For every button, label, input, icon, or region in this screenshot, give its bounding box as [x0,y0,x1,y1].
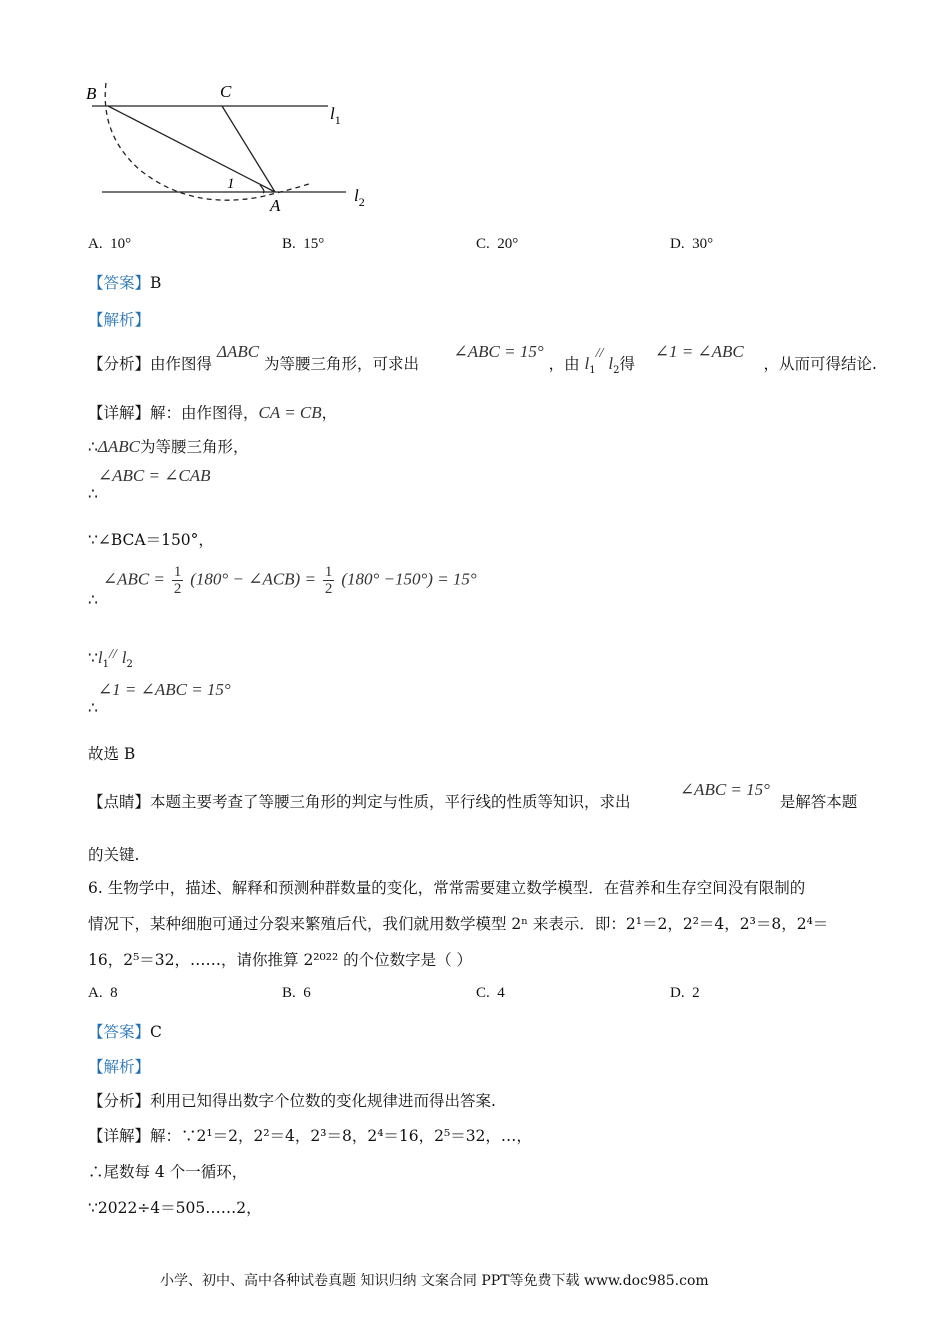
q5-dianjing-cont: 的关键. [88,846,140,864]
label-l1: $l_1$ [330,104,341,127]
q5-dianjing: 【点睛】本题主要考查了等腰三角形的判定与性质，平行线的性质等知识，求出 ∠ABC = 15° 是解答本题 [88,780,858,811]
q6-xiangjie: 【详解】解：∵2¹＝2，2²＝4，2³＝8，2⁴＝16，2⁵＝32，…， [88,1127,532,1145]
q5-answer: 【答案】B [88,274,162,292]
q5-step3: ∵∠BCA＝150°， [88,531,214,549]
arc-dashed [105,83,312,200]
math-angle-abc-15: ∠ABC = 15° [453,342,544,361]
q5-fenxi: 【分析】由作图得 ΔABC 为等腰三角形，可求出 ∠ABC = 15° ，由 $l_1//$ $l_2$得 ∠1 = ∠ABC ，从而可得结论. [88,342,877,377]
math-triangle-abc: ΔABC [216,342,260,361]
q5-analysis-tag: 【解析】 [88,311,151,329]
q6-stem-line1: 6. 生物学中，描述、解释和预测种群数量的变化，常常需要建立数学模型．在营养和生存空间没有限制的 [88,879,806,897]
q5-step6: ∴∠1 = ∠ABC = 15° [88,680,231,717]
label-l2: $l_2$ [354,186,365,209]
q5-step5: $\because l_1//$ $l_2$ [88,647,133,671]
q5-option-a: A. 10° [88,236,132,252]
q6-option-c: C. 4 [476,985,505,1001]
q6-stem-line3: 16，2⁵＝32，……，请你推算 2²⁰²² 的个位数字是（ ） [88,951,473,969]
page-footer: 小学、初中、高中各种试卷真题 知识归纳 文案合同 PPT等免费下载 www.doc985.com [160,1273,709,1289]
q6-step2: ∵2022÷4＝505……2， [88,1199,262,1217]
q6-answer: 【答案】C [88,1023,162,1041]
q6-option-b: B. 6 [282,985,311,1001]
q5-option-c: C. 20° [476,236,519,252]
geometry-figure [80,75,380,215]
label-angle-1: 1 [227,176,235,192]
q5-option-b: B. 15° [282,236,325,252]
q5-step2: ∴∠ABC = ∠CAB [88,466,211,503]
q6-option-a: A. 8 [88,985,118,1001]
q6-fenxi: 【分析】利用已知得出数字个位数的变化规律进而得出答案. [88,1092,496,1110]
q6-analysis-tag: 【解析】 [88,1058,151,1076]
q6-stem-line2: 情况下，某种细胞可通过分裂来繁殖后代，我们就用数学模型 2ⁿ 来表示．即：2¹＝2，2²＝4，2³＝8，2⁴＝ [88,915,829,933]
q6-option-d: D. 2 [670,985,700,1001]
label-B: B [86,84,97,103]
q5-step4: ∴ ∠ABC = $\frac{1}{2}$ (180° − ∠ACB) = $\frac{1}{2}$ (180° −150°) = 15° [88,564,477,609]
label-C: C [220,82,232,101]
q5-conclusion: 故选 B [88,745,136,763]
q5-step1: ∴ΔABC为等腰三角形， [88,437,249,456]
segment-BA [108,106,275,192]
math-angle1-eq: ∠1 = ∠ABC [654,342,744,361]
q5-xiangjie: 【详解】解：由作图得，CA = CB， [88,403,338,422]
q6-step1: ∴尾数每 4 个一循环， [88,1163,248,1181]
q5-option-d: D. 30° [670,236,714,252]
label-A: A [270,196,281,215]
